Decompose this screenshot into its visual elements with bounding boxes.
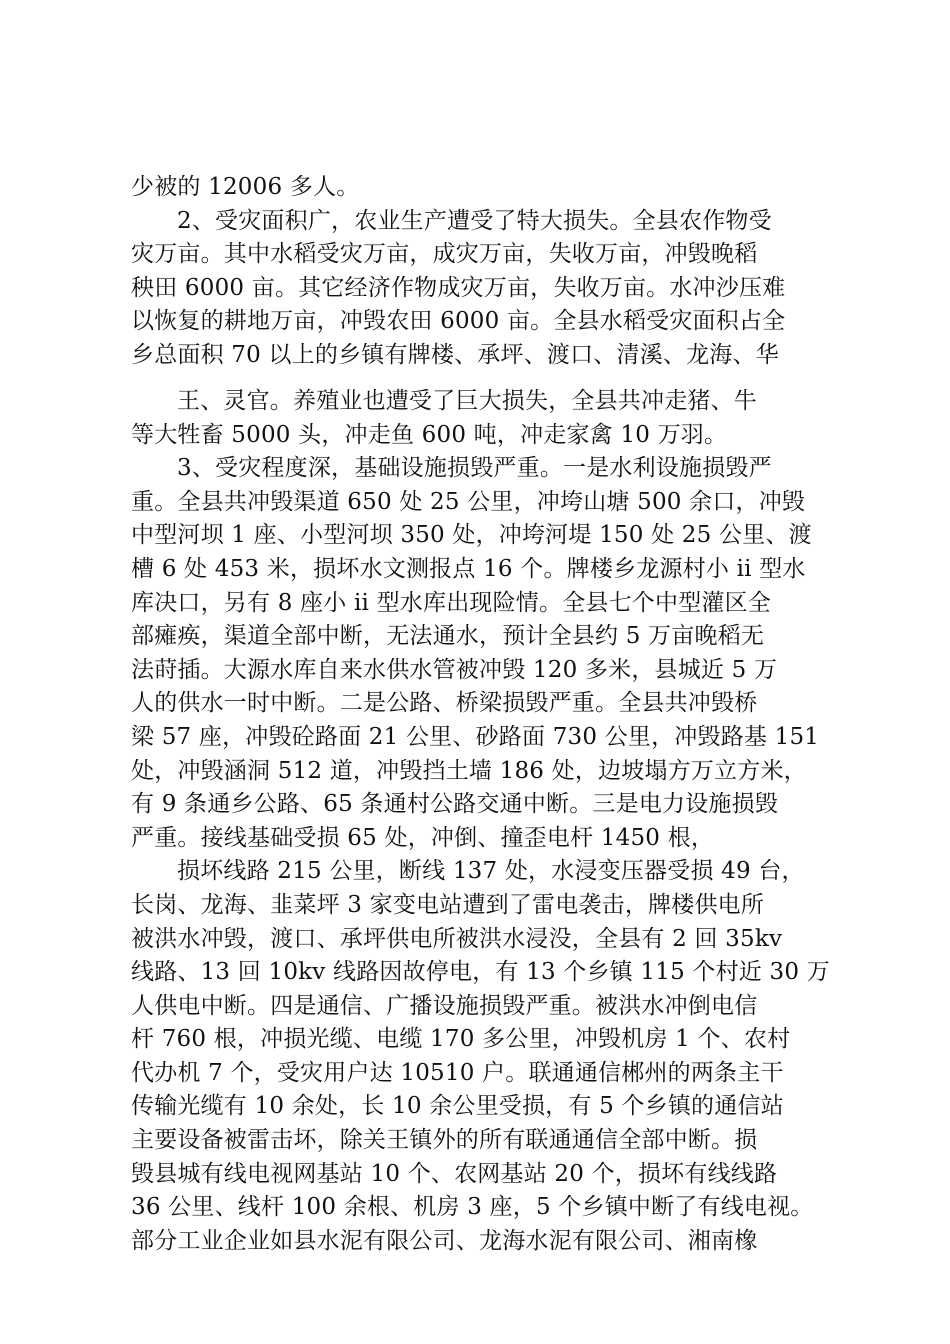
text-block-lower xyxy=(131,385,831,1258)
text-line: 毁县城有线电视网基站 10 个、农网基站 20 个，损坏有线线路 xyxy=(131,1160,778,1187)
text-line: 长岗、龙海、韭菜坪 3 家变电站遭到了雷电袭击，牌楼供电所 xyxy=(131,891,765,918)
text-line: 王、灵官。养殖业也遭受了巨大损失，全县共冲走猪、牛 xyxy=(177,388,757,414)
text-line: 3、受灾程度深，基础设施损毁严重。一是水利设施损毁严 xyxy=(177,455,772,482)
text-line: 有 9 条通乡公路、65 条通村公路交通中断。三是电力设施损毁 xyxy=(131,791,779,818)
text-line: 杆 760 根，冲损光缆、电缆 170 多公里，冲毁机房 1 个、农村 xyxy=(131,1026,791,1053)
text-line: 主要设备被雷击坏，除关王镇外的所有联通通信全部中断。损 xyxy=(131,1127,758,1154)
text-block-upper xyxy=(131,171,831,373)
text-line: 代办机 7 个，受灾用户达 10510 户。联通通信郴州的两条主干 xyxy=(131,1059,784,1086)
text-line: 36 公里、线杆 100 余根、机房 3 座，5 个乡镇中断了有线电视。 xyxy=(131,1194,814,1221)
text-line: 乡总面积 70 以上的乡镇有牌楼、承坪、渡口、清溪、龙海、华 xyxy=(131,341,779,368)
text-line: 库决口，另有 8 座小 ii 型水库出现险情。全县七个中型灌区全 xyxy=(131,589,771,616)
text-line: 少被的 12006 多人。 xyxy=(131,174,360,200)
text-line: 线路、13 回 10kv 线路因故停电，有 13 个乡镇 115 个村近 30 万 xyxy=(131,959,830,986)
text-line: 灾万亩。其中水稻受灾万亩，成灾万亩，失收万亩，冲毁晚稻 xyxy=(131,241,758,268)
text-line: 人的供水一时中断。二是公路、桥梁损毁严重。全县共冲毁桥 xyxy=(131,690,758,717)
text-line: 传输光缆有 10 余处，长 10 余公里受损，有 5 个乡镇的通信站 xyxy=(131,1093,784,1120)
text-line: 部瘫痪，渠道全部中断，无法通水，预计全县约 5 万亩晚稻无 xyxy=(131,623,765,650)
text-line: 部分工业企业如县水泥有限公司、龙海水泥有限公司、湘南橡 xyxy=(131,1227,758,1254)
text-line: 等大牲畜 5000 头，冲走鱼 600 吨，冲走家禽 10 万羽。 xyxy=(131,421,728,448)
text-line: 人供电中断。四是通信、广播设施损毁严重。被洪水冲倒电信 xyxy=(131,992,758,1019)
text-line: 以恢复的耕地万亩，冲毁农田 6000 亩。全县水稻受灾面积占全 xyxy=(131,308,786,335)
text-line: 中型河坝 1 座、小型河坝 350 处，冲垮河堤 150 处 25 公里、渡 xyxy=(131,522,812,549)
text-line: 重。全县共冲毁渠道 650 处 25 公里，冲垮山塘 500 余口，冲毁 xyxy=(131,488,806,515)
text-line: 法莳插。大源水库自来水供水管被冲毁 120 多米，县城近 5 万 xyxy=(131,656,778,683)
text-line: 2、受灾面积广，农业生产遭受了特大损失。全县农作物受 xyxy=(177,207,772,234)
text-line: 损坏线路 215 公里，断线 137 处，水浸变压器受损 49 台， xyxy=(177,858,805,885)
text-line: 被洪水冲毁，渡口、承坪供电所被洪水浸没，全县有 2 回 35kv xyxy=(131,925,783,952)
text-line: 梁 57 座，冲毁砼路面 21 公里、砂路面 730 公里，冲毁路基 151 xyxy=(131,723,820,750)
text-line: 槽 6 处 453 米，损坏水文测报点 16 个。牌楼乡龙源村小 ii 型水 xyxy=(131,555,806,582)
text-line: 秧田 6000 亩。其它经济作物成灾万亩，失收万亩。水冲沙压难 xyxy=(131,274,786,301)
text-line: 严重。接线基础受损 65 处，冲倒、撞歪电杆 1450 根， xyxy=(131,824,715,851)
text-line: 处，冲毁涵洞 512 道，冲毁挡土墙 186 处，边坡塌方万立方米， xyxy=(131,757,807,784)
